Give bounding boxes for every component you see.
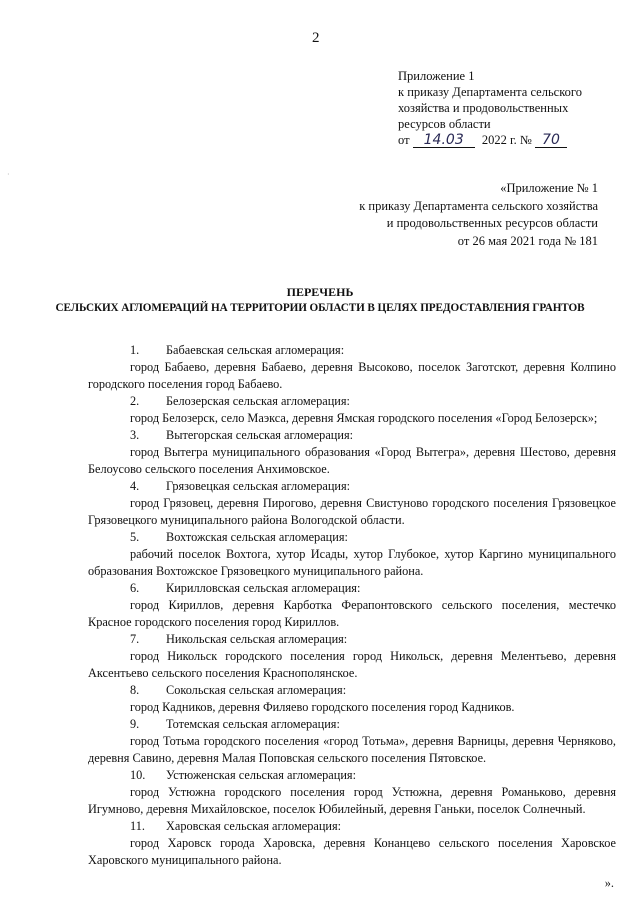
item-number: 8.: [130, 683, 140, 697]
document-title: ПЕРЕЧЕНЬ: [286, 285, 354, 299]
item-name: Никольская сельская агломерация:: [166, 632, 348, 646]
appendix-2-line: к приказу Департамента сельского хозяйства: [359, 198, 598, 213]
list-item: [88, 767, 616, 818]
item-number: 2.: [130, 394, 140, 408]
list-item: [88, 716, 616, 767]
item-number: 3.: [130, 428, 140, 442]
list-item: [88, 478, 616, 529]
list-item: [88, 631, 616, 682]
item-name: Харовская сельская агломерация:: [166, 819, 342, 833]
appendix-1-title: Приложение 1: [398, 69, 475, 83]
date-prefix: от: [398, 133, 410, 147]
item-text: город Кадников, деревня Филяево городского поселения город Кадников.: [130, 700, 515, 714]
list-item: [88, 580, 616, 631]
item-text: город Кириллов, деревня Карботка Ферапонтовского сельского поселения, местечко Красное городского поселения город Кириллов.: [88, 598, 616, 629]
item-text: город Устюжна городского поселения город Устюжна, деревня Романьково, деревня Игумново, деревня Михайловское, поселок Юбилейный, деревня Ганьки, поселок Солнечный.: [88, 785, 616, 816]
appendix-1-block: [398, 68, 582, 148]
item-text: город Грязовец, деревня Пирогово, деревня Свистуново городского поселения Грязовецкое Грязовецкого муниципального района Вологодской области.: [88, 496, 616, 527]
item-number: 1.: [130, 343, 140, 357]
item-number: 6.: [130, 581, 140, 595]
item-text: город Харовск города Харовска, деревня Конанцево сельского поселения Харовское Харовского муниципального района.: [88, 836, 616, 867]
agglomeration-list: [88, 342, 616, 892]
item-text: город Вытегра муниципального образования «Город Вытегра», деревня Шестово, деревня Белоусово сельского поселения Анхимовское.: [88, 445, 616, 476]
item-text: город Тотьма городского поселения «город Тотьма», деревня Варницы, деревня Черняково, деревня Савино, деревня Малая Поповская сельского поселения Пятовское.: [88, 734, 616, 765]
appendix-2-title: «Приложение № 1: [500, 181, 598, 195]
appendix-1-date-line: [398, 132, 582, 148]
item-name: Кирилловская сельская агломерация:: [166, 581, 361, 595]
item-number: 11.: [130, 819, 145, 833]
item-name: Грязовецкая сельская агломерация:: [166, 479, 351, 493]
item-text: рабочий поселок Вохтога, хутор Исады, хутор Глубокое, хутор Каргино муниципального образования Вохтожское Грязовецкого муниципального района.: [88, 547, 616, 578]
closing-quote: ».: [604, 876, 614, 890]
item-number: 10.: [130, 768, 146, 782]
page-number: 2: [312, 30, 320, 46]
item-name: Тотемская сельская агломерация:: [166, 717, 340, 731]
list-item: [88, 393, 616, 427]
item-name: Бабаевская сельская агломерация:: [166, 343, 345, 357]
list-item: [88, 342, 616, 393]
handwritten-date: 14.03: [413, 133, 475, 148]
appendix-2-date: от 26 мая 2021 года № 181: [457, 233, 598, 248]
appendix-2-block: [359, 180, 598, 250]
item-text: город Бабаево, деревня Бабаево, деревня Высоково, поселок Заготскот, деревня Колпино городского поселения город Бабаево.: [88, 360, 616, 391]
item-text: город Никольск городского поселения город Никольск, деревня Мелентьево, деревня Аксентьево сельского поселения Краснополянское.: [88, 649, 616, 680]
appendix-1-line: ресурсов области: [398, 117, 491, 131]
document-subtitle: СЕЛЬСКИХ АГЛОМЕРАЦИЙ НА ТЕРРИТОРИИ ОБЛАСТИ В ЦЕЛЯХ ПРЕДОСТАВЛЕНИЯ ГРАНТОВ: [55, 302, 585, 314]
item-name: Белозерская сельская агломерация:: [166, 394, 350, 408]
list-item: [88, 682, 616, 716]
appendix-2-line: и продовольственных ресурсов области: [386, 216, 598, 230]
appendix-1-line: хозяйства и продовольственных: [398, 101, 569, 115]
list-item: [88, 427, 616, 478]
year-number-label: 2022 г. №: [481, 133, 532, 147]
item-number: 5.: [130, 530, 140, 544]
margin-mark: ·: [7, 170, 10, 179]
item-name: Вохтожская сельская агломерация:: [166, 530, 348, 544]
item-number: 4.: [130, 479, 140, 493]
item-name: Вытегорская сельская агломерация:: [166, 428, 354, 442]
handwritten-number: 70: [535, 133, 567, 148]
list-item: [88, 529, 616, 580]
item-name: Сокольская сельская агломерация:: [166, 683, 347, 697]
appendix-1-line: к приказу Департамента сельского: [398, 85, 582, 99]
item-text: город Белозерск, село Маэкса, деревня Ямская городского поселения «Город Белозерск»;: [130, 411, 598, 425]
item-name: Устюженская сельская агломерация:: [166, 768, 357, 782]
item-number: 7.: [130, 632, 140, 646]
item-number: 9.: [130, 717, 140, 731]
list-item: [88, 818, 616, 869]
